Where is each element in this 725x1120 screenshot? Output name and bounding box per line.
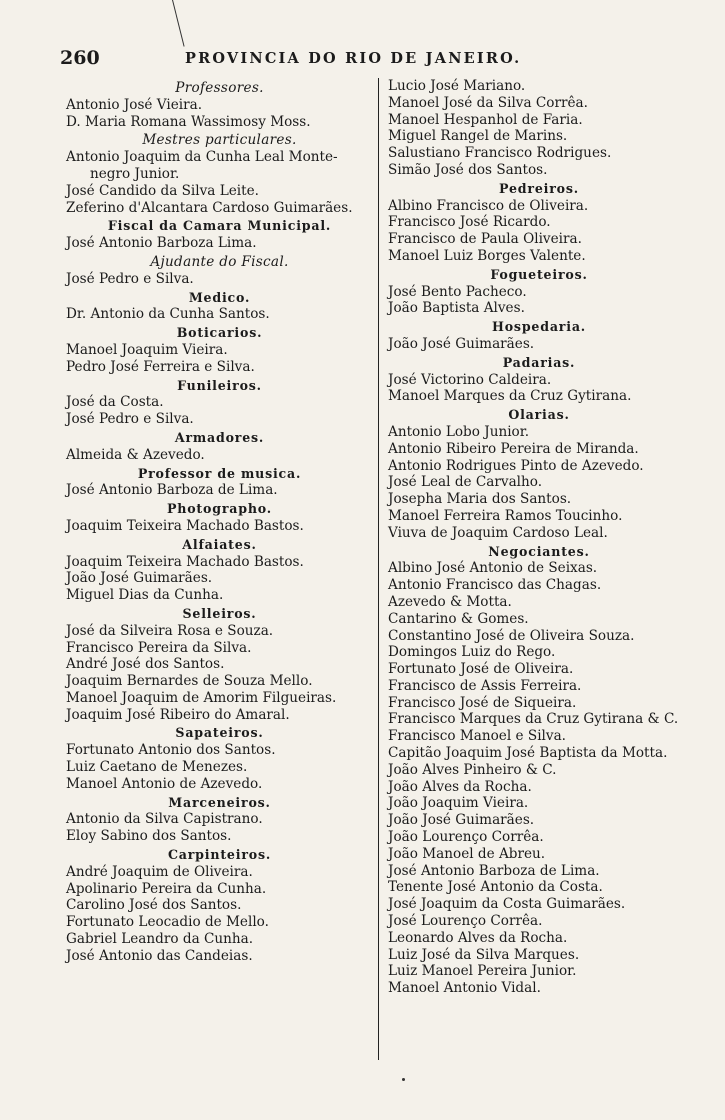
directory-entry: Antonio da Silva Capistrano. <box>66 811 263 828</box>
directory-entry: Manoel Ferreira Ramos Toucinho. <box>388 507 623 524</box>
ink-dot <box>402 1078 405 1081</box>
directory-entry: Francisco Pereira da Silva. <box>66 639 252 656</box>
directory-entry: José Bento Pacheco. <box>388 283 527 300</box>
directory-entry: Gabriel Leandro da Cunha. <box>66 931 254 948</box>
section-heading: Sapateiros. <box>175 725 264 741</box>
section-heading: Marceneiros. <box>168 794 271 810</box>
directory-entry: Simão José dos Santos. <box>388 161 548 178</box>
section-heading: Negociantes. <box>488 543 590 559</box>
directory-entry: Miguel Rangel de Marins. <box>388 128 568 145</box>
directory-entry: Zeferino d'Alcantara Cardoso Guimarães. <box>66 199 353 216</box>
directory-entry: Josepha Maria dos Santos. <box>388 491 572 508</box>
directory-entry: Dr. Antonio da Cunha Santos. <box>66 306 270 323</box>
section-heading: Alfaiates. <box>182 536 257 552</box>
directory-entry: José Pedro e Silva. <box>66 270 194 287</box>
section-heading: Hospedaria. <box>492 319 586 335</box>
directory-entry: Constantino José de Oliveira Souza. <box>388 627 635 644</box>
directory-entry: Joaquim José Ribeiro do Amaral. <box>66 706 290 723</box>
directory-entry: João Baptista Alves. <box>388 300 525 317</box>
directory-entry: Carolino José dos Santos. <box>66 897 242 914</box>
directory-entry: Joaquim Teixeira Machado Bastos. <box>66 553 304 570</box>
directory-entry: José Joaquim da Costa Guimarães. <box>388 896 626 913</box>
directory-entry: João Alves da Rocha. <box>388 778 532 795</box>
directory-entry: Francisco José Ricardo. <box>388 214 551 231</box>
directory-entry: José Candido da Silva Leite. <box>66 182 259 199</box>
directory-entry: João Alves Pinheiro & C. <box>388 761 557 778</box>
directory-entry: José Victorino Caldeira. <box>388 371 552 388</box>
directory-entry: André José dos Santos. <box>66 656 225 673</box>
directory-entry: José Antonio Barboza de Lima. <box>388 862 600 879</box>
directory-entry-continuation: negro Junior. <box>90 165 180 182</box>
directory-entry: Manoel Luiz Borges Valente. <box>388 247 586 264</box>
directory-entry: Antonio Rodrigues Pinto de Azevedo. <box>388 457 644 474</box>
directory-entry: Fortunato Antonio dos Santos. <box>66 742 276 759</box>
directory-entry: João José Guimarães. <box>388 812 535 829</box>
directory-entry: Luiz José da Silva Marques. <box>388 946 580 963</box>
directory-entry: Antonio Lobo Junior. <box>388 423 530 440</box>
directory-entry: Manoel Antonio Vidal. <box>388 980 541 997</box>
section-heading: Professor de musica. <box>137 465 302 481</box>
directory-entry: Tenente José Antonio da Costa. <box>388 879 603 896</box>
directory-entry: Apolinario Pereira da Cunha. <box>66 880 267 897</box>
directory-entry: José Pedro e Silva. <box>66 411 194 428</box>
directory-entry: Azevedo & Motta. <box>388 593 512 610</box>
section-heading: Mestres particulares. <box>142 132 297 149</box>
section-heading: Armadores. <box>174 429 265 445</box>
section-heading: Funileiros. <box>177 377 262 393</box>
directory-entry: José Leal de Carvalho. <box>388 474 543 491</box>
directory-entry: Francisco Marques da Cruz Gytirana & C. <box>388 711 679 728</box>
directory-entry: José Lourenço Corrêa. <box>388 913 543 930</box>
directory-entry: Joaquim Teixeira Machado Bastos. <box>66 517 304 534</box>
directory-entry: Francisco de Paula Oliveira. <box>388 231 582 248</box>
section-heading: Photographo. <box>167 501 272 517</box>
section-heading: Medico. <box>188 289 251 305</box>
directory-entry: José Antonio das Candeias. <box>66 947 253 964</box>
section-heading: Professores. <box>175 80 264 96</box>
directory-entry: Salustiano Francisco Rodrigues. <box>388 145 612 162</box>
directory-entry: Antonio Francisco das Chagas. <box>388 577 602 594</box>
directory-entry: Antonio Joaquim da Cunha Leal Monte- <box>66 149 338 166</box>
directory-entry: Domingos Luiz do Rego. <box>388 644 556 661</box>
directory-entry: André Joaquim de Oliveira. <box>66 863 253 880</box>
directory-entry: Manoel José da Silva Corrêa. <box>388 94 588 111</box>
section-heading: Olarias. <box>508 407 570 423</box>
section-heading: Pedreiros. <box>499 180 579 196</box>
directory-entry: João José Guimarães. <box>66 570 213 587</box>
column-rule <box>378 78 379 1060</box>
directory-entry: José da Costa. <box>66 394 164 411</box>
directory-entry: Joaquim Bernardes de Souza Mello. <box>66 673 313 690</box>
directory-entry: José Antonio Barboza Lima. <box>66 235 257 252</box>
section-heading: Carpinteiros. <box>167 847 272 863</box>
directory-entry: Miguel Dias da Cunha. <box>66 587 224 604</box>
section-heading: Fiscal da Camara Municipal. <box>107 218 332 234</box>
directory-entry: Manoel Antonio de Azevedo. <box>66 775 263 792</box>
right-column <box>384 78 694 997</box>
directory-entry: Francisco Manoel e Silva. <box>388 728 566 745</box>
directory-entry: Albino Francisco de Oliveira. <box>388 197 589 214</box>
directory-entry: Francisco de Assis Ferreira. <box>388 677 582 694</box>
directory-entry: Leonardo Alves da Rocha. <box>388 929 568 946</box>
directory-entry: Viuva de Joaquim Cardoso Leal. <box>388 524 608 541</box>
directory-entry: Antonio Ribeiro Pereira de Miranda. <box>388 440 639 457</box>
directory-entry: José da Silveira Rosa e Souza. <box>66 622 274 639</box>
directory-entry: Fortunato Leocadio de Mello. <box>66 914 269 931</box>
directory-entry: Almeida & Azevedo. <box>66 446 205 463</box>
directory-entry: Francisco José de Siqueira. <box>388 694 577 711</box>
section-heading: Boticarios. <box>176 325 263 341</box>
section-heading: Selleiros. <box>182 605 257 621</box>
directory-entry: João Lourenço Corrêa. <box>388 829 544 846</box>
section-heading: Ajudante do Fiscal. <box>150 253 289 270</box>
directory-entry: Capitão Joaquim José Baptista da Motta. <box>388 745 668 762</box>
left-column <box>62 78 377 965</box>
directory-entry: Eloy Sabino dos Santos. <box>66 828 232 845</box>
directory-entry: Manoel Joaquim Vieira. <box>66 341 228 358</box>
directory-entry: Luiz Caetano de Menezes. <box>66 759 248 776</box>
margin-stroke <box>172 0 185 47</box>
directory-entry: João Joaquim Vieira. <box>388 795 529 812</box>
directory-entry: Cantarino & Gomes. <box>388 610 529 627</box>
section-heading: Padarias. <box>502 354 576 370</box>
directory-entry: João José Guimarães. <box>388 335 535 352</box>
directory-entry: Manoel Marques da Cruz Gytirana. <box>388 388 632 405</box>
directory-entry: Manoel Joaquim de Amorim Filgueiras. <box>66 689 337 706</box>
directory-entry: José Antonio Barboza de Lima. <box>66 482 278 499</box>
directory-entry: D. Maria Romana Wassimosy Moss. <box>66 113 311 130</box>
directory-entry: Fortunato José de Oliveira. <box>388 661 574 678</box>
directory-entry: Antonio José Vieira. <box>66 96 203 113</box>
directory-entry: Pedro José Ferreira e Silva. <box>66 358 255 375</box>
directory-entry: João Manoel de Abreu. <box>388 845 546 862</box>
section-heading: Fogueteiros. <box>490 266 588 282</box>
directory-entry: Albino José Antonio de Seixas. <box>388 560 598 577</box>
directory-entry: Manoel Hespanhol de Faria. <box>388 111 583 128</box>
directory-entry: Lucio José Mariano. <box>388 78 526 94</box>
running-head: PROVINCIA DO RIO DE JANEIRO. <box>185 50 522 67</box>
page-number: 260 <box>60 47 100 69</box>
directory-entry: Luiz Manoel Pereira Junior. <box>388 963 577 980</box>
